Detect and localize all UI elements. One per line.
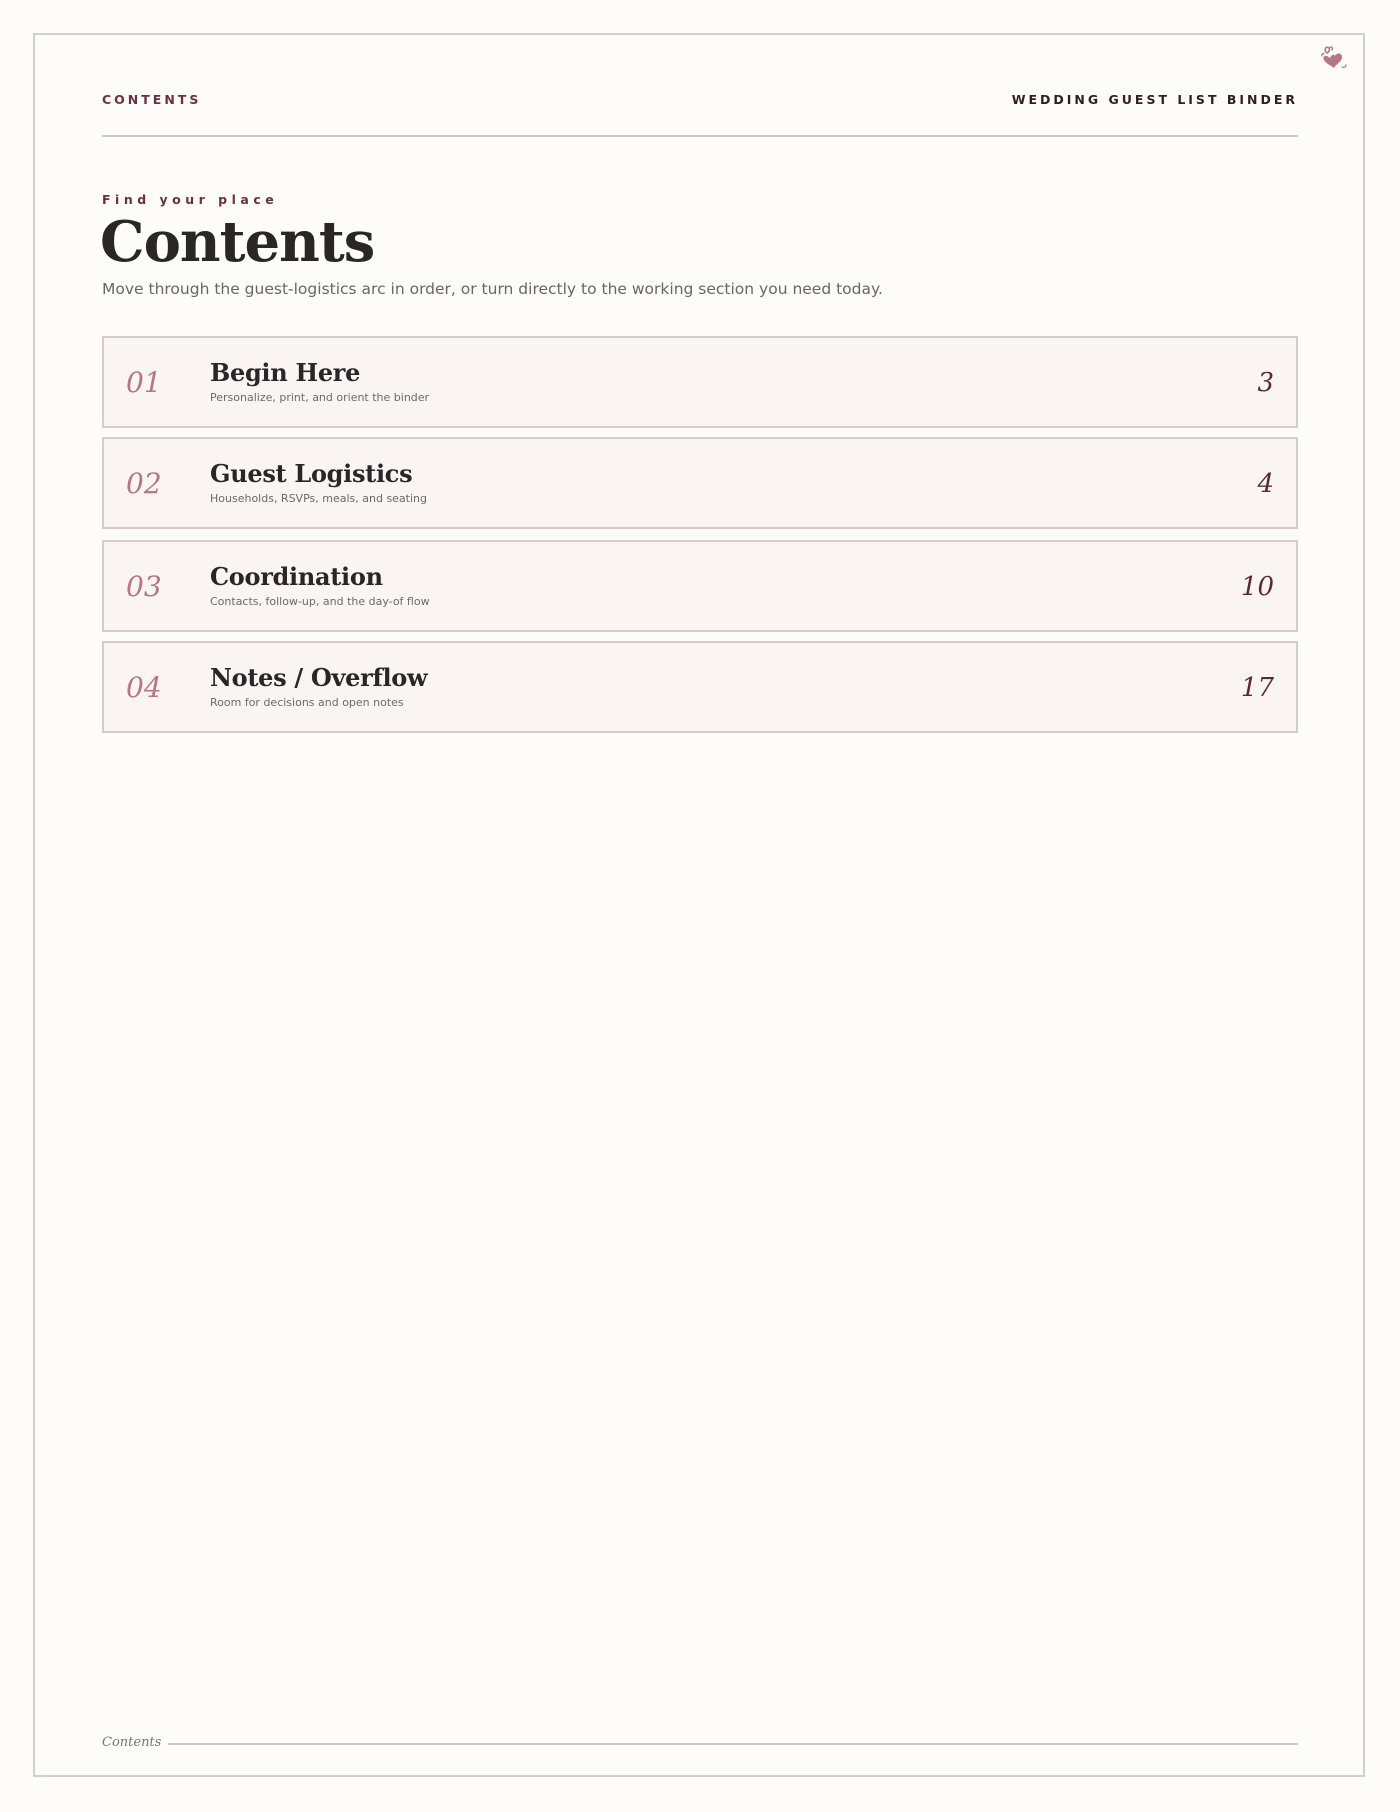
footer-label: Contents — [102, 1735, 162, 1750]
header-section-label: CONTENTS — [102, 92, 202, 107]
toc-section-title: Notes / Overflow — [210, 663, 428, 692]
toc-section-title: Coordination — [210, 562, 383, 591]
eyebrow-text: Find your place — [102, 192, 279, 207]
toc-section-subtitle: Room for decisions and open notes — [210, 696, 404, 709]
toc-section-number: 03 — [126, 570, 162, 603]
intro-text: Move through the guest-logistics arc in order, or turn directly to the working section you need today. — [102, 280, 883, 298]
toc-section-number: 02 — [126, 467, 162, 500]
header-divider — [102, 135, 1298, 137]
toc-page-number: 17 — [1240, 673, 1274, 703]
toc-section-subtitle: Personalize, print, and orient the binder — [210, 391, 430, 404]
toc-row-notes-overflow[interactable] — [102, 641, 1298, 733]
toc-section-subtitle: Households, RSVPs, meals, and seating — [210, 492, 428, 505]
toc-section-subtitle: Contacts, follow-up, and the day-of flow — [210, 595, 430, 608]
floral-heart-icon — [1320, 44, 1348, 70]
toc-row-guest-logistics[interactable] — [102, 437, 1298, 529]
toc-page-number: 4 — [1257, 469, 1274, 499]
toc-section-number: 04 — [126, 671, 162, 704]
header-document-title: WEDDING GUEST LIST BINDER — [1011, 92, 1298, 107]
toc-page-number: 10 — [1240, 572, 1274, 602]
toc-row-coordination[interactable] — [102, 540, 1298, 632]
toc-section-title: Guest Logistics — [210, 459, 413, 488]
footer-divider — [168, 1743, 1298, 1745]
toc-section-title: Begin Here — [210, 358, 361, 387]
toc-page-number: 3 — [1257, 368, 1274, 398]
toc-row-begin-here[interactable] — [102, 336, 1298, 428]
running-header — [102, 92, 1298, 107]
page-title: Contents — [100, 209, 375, 275]
toc-section-number: 01 — [126, 366, 162, 399]
